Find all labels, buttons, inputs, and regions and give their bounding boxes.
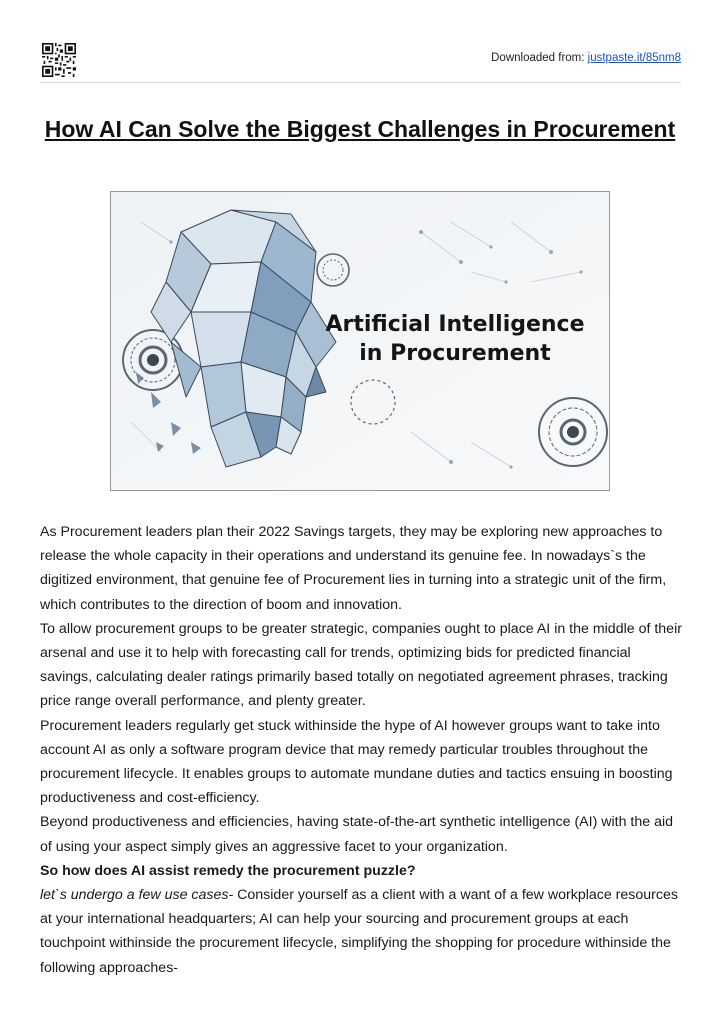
qr-code-icon <box>42 43 76 77</box>
paragraph: To allow procurement groups to be greater strategic, companies ought to place AI in the middle of their arsenal and use it to help with forecasting call for trends, optimizing bids for predicted financial savings, calculating dealer ratings primarily based totally on negotiated agreement phrases, tracking price range overall performance, and plenty greater. <box>40 620 682 710</box>
hero-title-line1: Artificial Intelligence <box>325 312 585 337</box>
page-header <box>40 40 681 83</box>
section-heading <box>40 859 685 883</box>
hero-image <box>110 191 610 491</box>
article-body <box>40 520 685 980</box>
download-source <box>491 52 681 64</box>
paragraph: As Procurement leaders plan their 2022 Savings targets, they may be exploring new approaches to release the whole capacity in their operations and understand its genuine fee. In nowadays`s the digitized environment, that genuine fee of Procurement lies in turning into a strategic unit of the firm, which contributes to the direction of boom and innovation. <box>40 524 667 613</box>
ai-head-illustration <box>111 192 609 490</box>
hero-title-line2: in Procurement <box>359 341 551 366</box>
download-link[interactable]: justpaste.it/85nm8 <box>587 52 681 64</box>
page-title: How AI Can Solve the Biggest Challenges in Procurement <box>44 116 676 142</box>
paragraph: Procurement leaders regularly get stuck withinside the hype of AI however groups want to take into account AI as only a software program device that may remedy particular troubles throughout the procurement lifecycle. It enables groups to automate mundane duties and tactics ensuing in boosting productiveness and cost-efficiency. <box>40 717 673 807</box>
use-cases-intro: let`s undergo a few use cases- <box>40 887 234 904</box>
use-cases-text: Consider yourself as a client with a want of a few workplace resources at your international headquarters; AI can help your sourcing and procurement groups at each touchpoint withinside the procurement lifecycle, simplifying the shopping for procedure withinside the following approaches- <box>40 887 678 976</box>
download-prefix: Downloaded from: <box>491 52 588 64</box>
paragraph: Beyond productiveness and efficiencies, having state-of-the-art synthetic intelligence (AI) with the aid of using your aspect simply gives an aggressive facet to your organization. <box>40 814 674 855</box>
paragraph <box>40 883 685 980</box>
section-heading-text: So how does AI assist remedy the procurement puzzle? <box>40 862 416 879</box>
